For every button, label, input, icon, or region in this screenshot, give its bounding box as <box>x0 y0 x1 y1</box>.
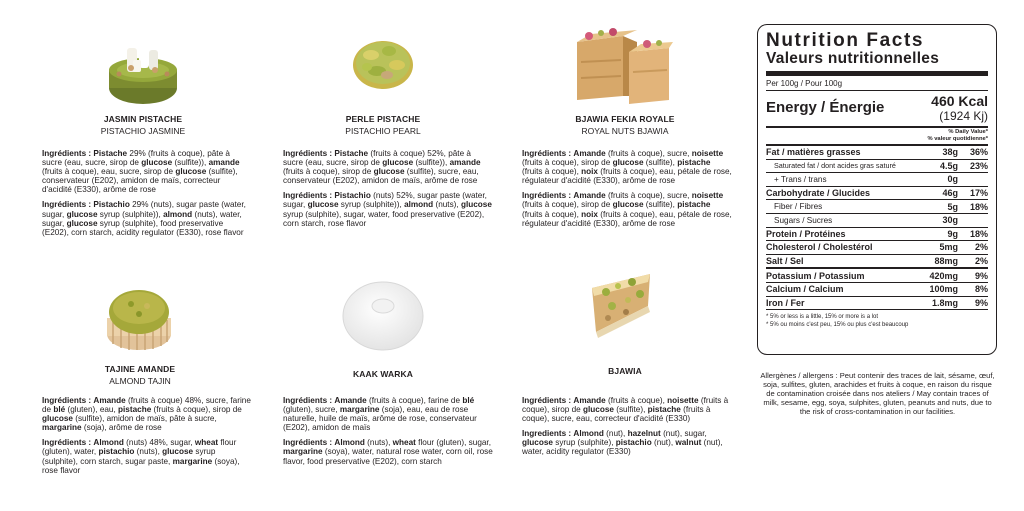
nutrition-title: Nutrition Facts <box>766 30 925 51</box>
nutrient-daily-value: 9% <box>974 270 988 281</box>
product-subtitle-bjawia-fekia: ROYAL NUTS BJAWIA <box>581 126 669 136</box>
ingredients-label: Ingredients : <box>522 429 572 439</box>
product-title-jasmin: JASMIN PISTACHE <box>103 114 183 124</box>
nutrient-amount: 30g <box>942 215 958 226</box>
nutrient-name: Fiber / Fibres <box>774 202 823 212</box>
ingredients-label: Ingrédients : <box>522 149 572 158</box>
ingredients-fr <box>522 149 732 185</box>
product-title-perle: PERLE PISTACHE <box>345 114 421 124</box>
nutrient-amount: 420mg <box>929 270 958 281</box>
ingredients-perle <box>283 149 493 234</box>
ingredients-text: Pistachio 29% (nuts), sugar paste (water, sugar, glucose syrup (sulphite)), almond (nuts), water, sugar, glucose syrup (sulphite), food preservative (E202), corn starch, acidity regulator (E330), rose flavor <box>42 200 246 237</box>
nutrient-row <box>766 200 988 213</box>
ingredients-label: Ingrédients : <box>42 438 92 448</box>
nutrient-row <box>766 228 988 241</box>
nutrient-row <box>766 160 988 173</box>
nutrient-row <box>766 283 988 296</box>
nutrient-amount: 46g <box>942 188 958 199</box>
product-title-bjawia: BJAWIA <box>608 366 642 376</box>
nutrient-row <box>766 146 988 159</box>
ingredients-text: Amande (fruits à coque), sucre, noisette (fruits à coque), sirop de glucose (sulfite), pistache (fruits à coque), noix (fruits à coque), eau, pétale de rose, régulateur d'acidité (E330), arôme de rose <box>522 191 732 228</box>
ingredients-label: Ingrédients : <box>283 438 333 448</box>
product-title-bjawia-fekia: BJAWIA FEKIA ROYALE <box>575 114 675 124</box>
ingredients-label: Ingrédients : <box>522 191 572 201</box>
ingredients-label: Ingrédients : <box>283 149 333 158</box>
ingredients-label: Ingrédients : <box>283 191 333 201</box>
ingredients-fr <box>522 396 732 423</box>
ingredients-fr <box>42 149 252 194</box>
nutrient-amount: 9g <box>947 228 958 239</box>
product-title-tajine: TAJINE AMANDE <box>104 364 176 374</box>
nutrient-name: + Trans / trans <box>774 174 827 184</box>
nutrient-amount: 5mg <box>939 242 958 253</box>
daily-value-header <box>766 128 988 144</box>
nutrient-daily-value: 9% <box>974 297 988 308</box>
ingredients-text: Pistache (fruits à coque) 52%, pâte à sucre (eau, sucre, sirop de glucose (sulfite)), amande (fruits à coque), sirop de glucose (sulfite), sucre, eau, conservateur (E202), amidon de maïs, arôme de rose <box>283 149 481 186</box>
nutrient-row <box>766 297 988 310</box>
nutrient-amount: 38g <box>942 147 958 158</box>
product-subtitle-perle: PISTACHIO PEARL <box>345 126 421 136</box>
ingredients-text: Amande (fruits à coque), noisette (fruits à coque), sirop de glucose (sulfite), pistache (fruits à coque), sucre, eau, correcteur d'acidité (E330) <box>522 396 729 424</box>
ingredients-en <box>522 191 732 227</box>
ingredients-bjawia <box>522 396 732 463</box>
nutrient-amount: 88mg <box>934 256 958 267</box>
nutrient-daily-value: 18% <box>969 201 988 212</box>
ingredients-label: Ingrédients : <box>283 396 333 405</box>
nutrient-row <box>766 269 988 282</box>
ingredients-fr <box>283 149 493 185</box>
nutrient-amount: 5g <box>947 201 958 212</box>
nutrient-row <box>766 187 988 200</box>
nutrient-daily-value: 17% <box>969 188 988 199</box>
footnote-en: * 5% or less is a little, 15% or more is a lot <box>766 314 879 321</box>
nutrient-daily-value: 36% <box>969 147 988 158</box>
ingredients-label: Ingrédients : <box>42 396 92 405</box>
ingredients-label: Ingrédients : <box>42 149 92 158</box>
nutrition-title-fr: Valeurs nutritionnelles <box>766 50 940 67</box>
daily-value-header-en: % Daily Value* <box>948 129 988 135</box>
kaak-warka-image <box>338 274 428 354</box>
ingredients-en <box>42 200 252 236</box>
nutrition-footnote <box>766 310 988 329</box>
ingredients-bjawia-fekia <box>522 149 732 234</box>
product-title-kaak: KAAK WARKA <box>352 369 414 379</box>
nutrient-row <box>766 173 988 186</box>
nutrient-name: Protein / Protéines <box>766 228 846 239</box>
ingredients-label: Ingrédients : <box>42 200 92 210</box>
ingredients-text: Amande (fruits à coque) 48%, sucre, farine de blé (gluten), eau, pistache (fruits à coque), sirop de glucose (sulfite), amidon de maïs, pâte à sucre, margarine (soja), arôme de rose <box>42 396 251 433</box>
bjawia-image <box>588 272 654 338</box>
energy-kcal: 460 Kcal <box>931 93 988 109</box>
ingredients-jasmin <box>42 149 252 243</box>
product-subtitle-tajine: ALMOND TAJIN <box>109 376 171 386</box>
tajine-amande-image <box>103 282 175 354</box>
energy-kj: (1924 Kj) <box>939 109 988 123</box>
ingredients-en <box>522 429 732 456</box>
ingredients-tajine <box>42 396 252 481</box>
ingredients-text: Amande (fruits à coque), sucre, noisette (fruits à coque), sirop de glucose (sulfite), pistache (fruits à coque), noix (fruits à coque), eau, pétale de rose, régulateur d'acidité (E330), arôme de rose <box>522 149 732 186</box>
product-subtitle-jasmin: PISTACHIO JASMINE <box>100 126 186 136</box>
nutrient-daily-value: 18% <box>969 228 988 239</box>
ingredients-text: Almond (nuts) 48%, sugar, wheat flour (gluten), water, pistachio (nuts), glucose syrup (sulphite), corn starch, sugar paste, margarine (soya), rose flavor <box>42 438 240 475</box>
ingredients-text: Almond (nuts), wheat flour (gluten), sugar, margarine (soya), water, natural rose water, corn oil, rose flavor, food preservative (E202), corn starch <box>283 438 493 466</box>
ingredients-en <box>283 438 493 465</box>
footnote-fr: * 5% ou moins c'est peu, 15% ou plus c'est beaucoup <box>766 322 909 329</box>
ingredients-kaak <box>283 396 493 472</box>
ingredients-text: Pistachio (nuts) 52%, sugar paste (water, sugar, glucose syrup (sulphite)), almond (nuts), glucose syrup (sulphite), sugar, water, food preservative (E202), corn starch, rose flavor <box>283 191 492 228</box>
nutrient-name: Salt / Sel <box>766 256 804 267</box>
nutrient-row <box>766 255 988 268</box>
energy-row <box>766 91 988 126</box>
ingredients-label: Ingrédients : <box>522 396 572 405</box>
ingredients-en <box>42 438 252 474</box>
serving-size: Per 100g / Pour 100g <box>766 79 843 88</box>
nutrient-name: Iron / Fer <box>766 297 805 308</box>
nutrient-name: Fat / matières grasses <box>766 147 861 158</box>
nutrient-amount: 100mg <box>929 284 958 295</box>
nutrient-amount: 0g <box>947 174 958 185</box>
nutrient-name: Saturated fat / dont acides gras saturé <box>774 161 896 171</box>
ingredients-text: Almond (nut), hazelnut (nut), sugar, glucose syrup (sulphite), pistachio (nut), walnut (nut), water, acidity regulator (E330) <box>522 429 723 457</box>
ingredients-fr <box>42 396 252 432</box>
ingredients-en <box>283 191 493 227</box>
nutrient-row <box>766 214 988 227</box>
nutrient-amount: 4.5g <box>939 160 958 171</box>
energy-label: Energy / Énergie <box>766 99 885 116</box>
nutrient-daily-value: 2% <box>974 242 988 253</box>
nutrient-daily-value: 8% <box>974 284 988 295</box>
nutrient-name: Cholesterol / Cholestérol <box>766 242 873 253</box>
perle-pistache-image <box>349 35 417 91</box>
nutrient-amount: 1.8mg <box>931 297 958 308</box>
ingredients-text: Pistache 29% (fruits à coque), pâte à sucre (eau, sucre, sirop de glucose (sulfite)), amande (fruits à coque), eau, sucre, sirop de glucose (sulfite), conservateur (E202), amidon de maïs, correcteur d'acidité (E330), arôme de rose <box>42 149 240 195</box>
bjawia-fekia-royale-image <box>571 22 675 106</box>
nutrient-name: Calcium / Calcium <box>766 284 844 295</box>
nutrient-daily-value: 2% <box>974 256 988 267</box>
ingredients-fr <box>283 396 493 432</box>
allergen-notice: Allergènes / allergens : Peut contenir des traces de lait, sésame, œuf, soja, sulfites, gluten, arachides et fruits à coque, en raison du risque de contamination croisée dans nos ateliers / May contain traces of milk, sesame, egg, soya, sulphites, gluten, peanuts and nuts, due to the risk of cross-contamination in our facilities. <box>760 371 995 417</box>
daily-value-header-fr: % valeur quotidienne* <box>927 136 988 142</box>
nutrient-row <box>766 241 988 254</box>
nutrient-daily-value: 23% <box>969 160 988 171</box>
nutrition-facts-panel <box>757 24 997 355</box>
ingredients-text: Amande (fruits à coque), farine de blé (gluten), sucre, margarine (soja), eau, eau de rose naturelle, huile de maïs, arôme de rose, conservateur (E202), amidon de maïs <box>283 396 477 433</box>
nutrient-rows <box>766 144 988 309</box>
nutrient-name: Potassium / Potassium <box>766 270 865 281</box>
energy-value <box>931 93 988 123</box>
nutrient-name: Sugars / Sucres <box>774 215 833 225</box>
jasmin-pistache-image <box>103 30 183 108</box>
nutrient-name: Carbohydrate / Glucides <box>766 188 871 199</box>
